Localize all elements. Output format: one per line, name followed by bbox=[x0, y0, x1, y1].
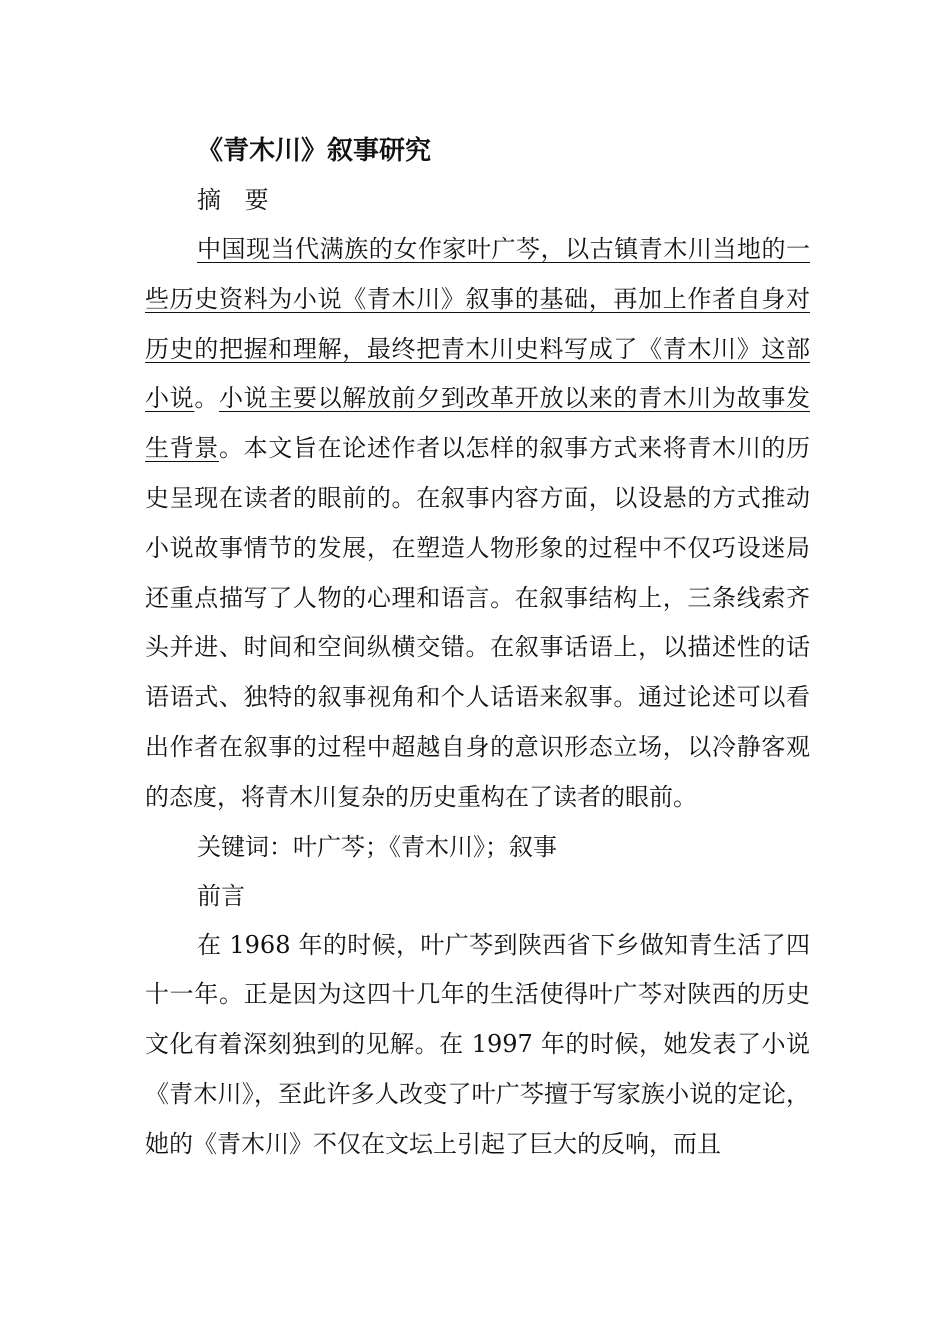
abstract-separator: 。 bbox=[194, 384, 219, 413]
abstract-text: 。本文旨在论述作者以怎样的叙事方式来将青木川的历史呈现在读者的眼前的。在叙事内容方面，以设悬的方式推动小说故事情节的发展，在塑造人物形象的过程中不仅巧设迷局还重点描写了人物的心理和语言。在叙事结构上，三条线索齐头并进、时间和空间纵横交错。在叙事话语上，以描述性的话语语式、独特的叙事视角和个人话语来叙事。通过论述可以看出作者在叙事的过程中超越自身的意识形态立场，以冷静客观的态度，将青木川复杂的历史重构在了读者的眼前。 bbox=[145, 434, 811, 811]
abstract-heading: 摘 要 bbox=[197, 186, 277, 214]
keywords-line: 关键词：叶广芩；《青木川》；叙事 bbox=[197, 832, 557, 861]
paper-title: 《青木川》叙事研究 bbox=[197, 136, 432, 166]
abstract-underlined-text-2: 小说主要以解放前夕到改革开放以来的青木川为故事发生背景 bbox=[145, 384, 811, 463]
preface-heading: 前言 bbox=[197, 881, 245, 910]
abstract-underlined-text-1: 中国现当代满族的女作家叶广芩，以古镇青木川当地的一些历史资料为小说《青木川》叙事的基础，再加上作者自身对历史的把握和理解，最终把青木川史料写成了《青木川》这部小说 bbox=[145, 235, 810, 413]
preface-paragraph: 在 1968 年的时候，叶广芩到陕西省下乡做知青生活了四十一年。正是因为这四十几年的生活使得叶广芩对陕西的历史文化有着深刻独到的见解。在 1997 年的时候，她发表了小说《青木川》，至此许多人改变了叶广芩擅于写家族小说的定论，她的《青木川》不仅在文坛上引起了巨大的反响，而且 bbox=[145, 930, 810, 1158]
abstract-paragraph bbox=[145, 225, 810, 823]
document-body bbox=[145, 127, 810, 1170]
